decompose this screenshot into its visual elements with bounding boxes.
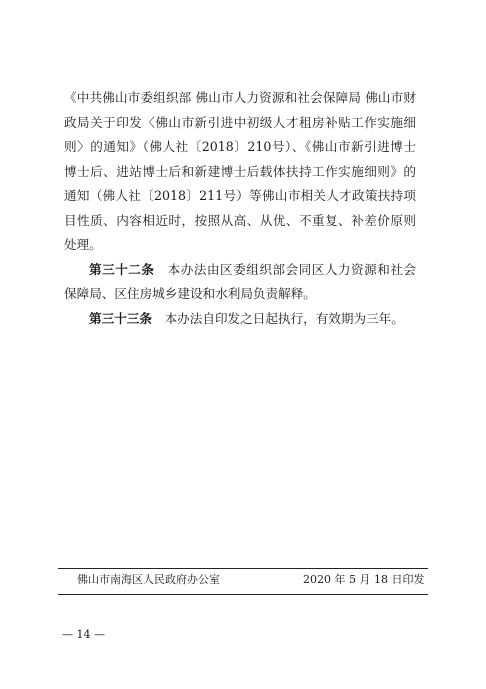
footer-bottom-rule (58, 594, 428, 595)
article-33 (64, 307, 416, 332)
article-32-label: 第三十二条 (89, 261, 155, 277)
article-33-label: 第三十三条 (89, 310, 152, 326)
footer-date: 2020 年 5 月 18 日印发 (303, 573, 425, 586)
article-32-text: 本办法由区委组织部会同区人力资源和社会保障局、区住房城乡建设和水利局负责解释。 (64, 261, 417, 301)
page-number: — 14 — (62, 628, 105, 641)
footer-top-rule (58, 568, 428, 569)
article-33-text: 本办法自印发之日起执行，有效期为三年。 (164, 310, 404, 326)
document-body (64, 86, 416, 331)
paragraph-policy-reference: 《中共佛山市委组织部 佛山市人力资源和社会保障局 佛山市财政局关于印发〈佛山市新引进中初级人才租房补贴工作实施细则〉的通知》（佛人社〔2018〕210号）、《佛山市新引进博士博士后、进站博士后和新建博士后载体扶持工作实施细则》的通知（佛人社〔2018〕211号）等佛山市相关人才政策扶持项目性质、内容相近时，按照从高、从优、不重复、补差价原则处理。 (64, 90, 416, 252)
article-32 (64, 258, 416, 307)
footer-issuer: 佛山市南海区人民政府办公室 (77, 573, 220, 586)
